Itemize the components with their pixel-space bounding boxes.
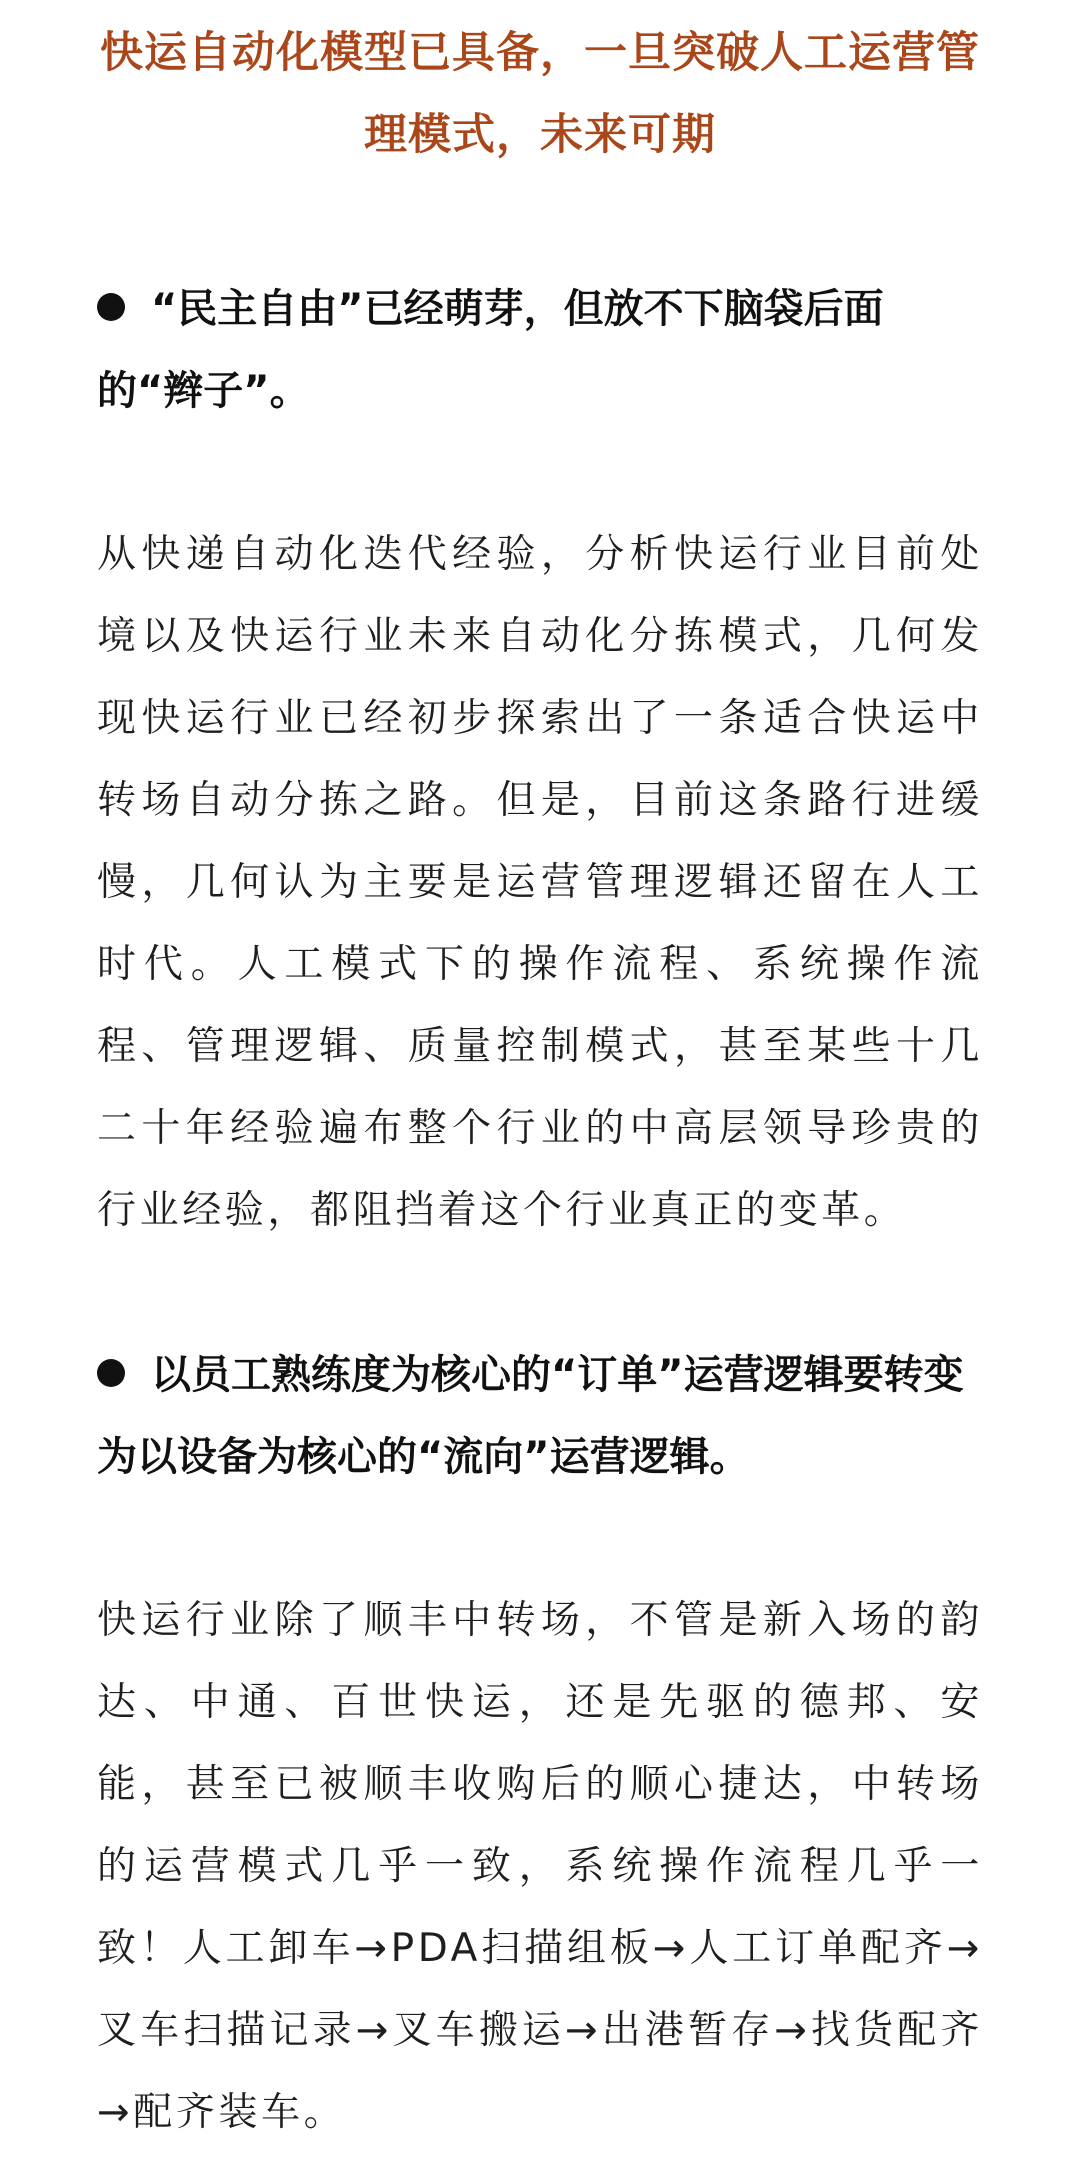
section-heading: [97, 1334, 983, 1498]
section-heading: [97, 268, 983, 432]
section-heading-text: “民主自由”已经萌芽，但放不下脑袋后面的“辫子”。: [97, 286, 884, 414]
bullet-icon: [97, 293, 125, 321]
section-heading-text: 以员工熟练度为核心的“订单”运营逻辑要转变为以设备为核心的“流向”运营逻辑。: [97, 1352, 964, 1480]
bullet-icon: [97, 1359, 125, 1387]
section-paragraph: 快运行业除了顺丰中转场，不管是新入场的韵达、中通、百世快运，还是先驱的德邦、安能，甚至已被顺丰收购后的顺心捷达，中转场的运营模式几乎一致，系统操作流程几乎一致！人工卸车→PDA扫描组板→人工订单配齐→叉车扫描记录→叉车搬运→出港暂存→找货配齐→配齐装车。: [97, 1598, 983, 2135]
section-paragraph: 从快递自动化迭代经验，分析快运行业目前处境以及快运行业未来自动化分拣模式，几何发现快运行业已经初步探索出了一条适合快运中转场自动分拣之路。但是，目前这条路行进缓慢，几何认为主要是运营管理逻辑还留在人工时代。人工模式下的操作流程、系统操作流程、管理逻辑、质量控制模式，甚至某些十几二十年经验遍布整个行业的中高层领导珍贵的行业经验，都阻挡着这个行业真正的变革。: [97, 532, 983, 1233]
article-title: 快运自动化模型已具备，一旦突破人工运营管理模式，未来可期: [100, 28, 980, 160]
